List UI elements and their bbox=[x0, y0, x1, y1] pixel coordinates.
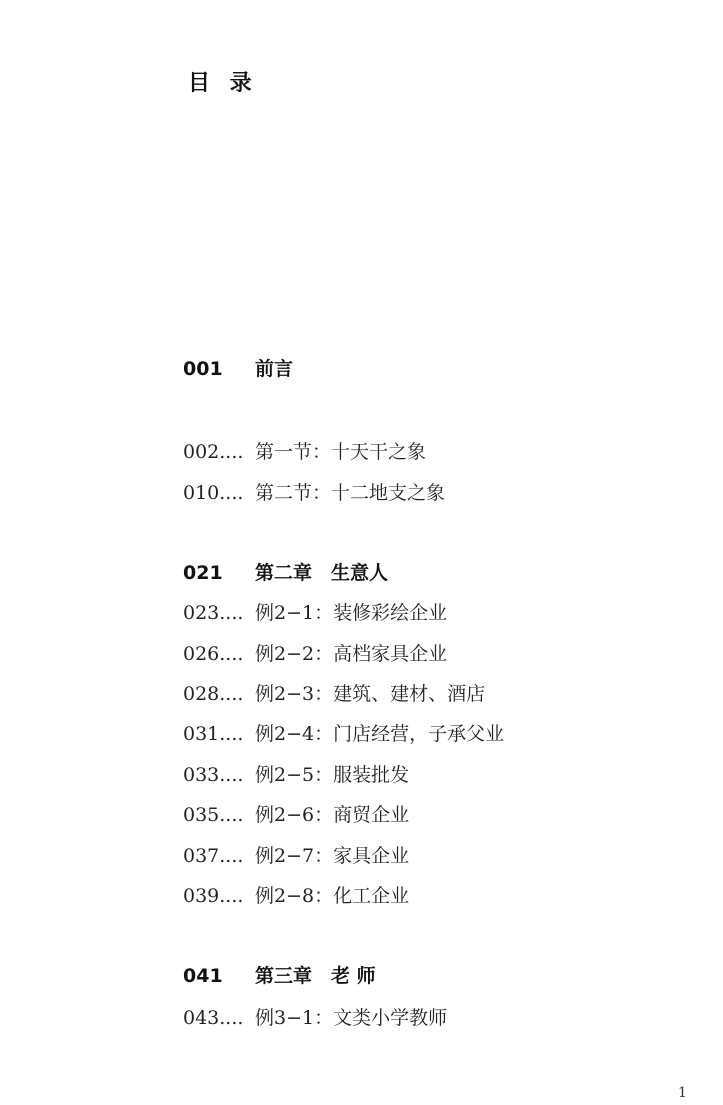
toc-page-number: 021 bbox=[183, 562, 223, 584]
toc-page-number: 023.... bbox=[183, 602, 244, 624]
toc-page-number: 028.... bbox=[183, 683, 244, 705]
toc-page-number: 002.... bbox=[183, 441, 244, 463]
toc-heading-text: 第三章 老 师 bbox=[255, 965, 376, 987]
toc-page-number: 041 bbox=[183, 965, 223, 987]
toc-entry-text: 例2−7：家具企业 bbox=[255, 845, 410, 867]
toc-heading-preface bbox=[183, 354, 293, 384]
toc-entry-text: 例2−8：化工企业 bbox=[255, 885, 410, 907]
toc-page-number: 035.... bbox=[183, 804, 244, 826]
toc-entry-text: 例2−2：高档家具企业 bbox=[255, 643, 448, 665]
toc-page-number: 001 bbox=[183, 358, 223, 380]
toc-entry bbox=[183, 1003, 447, 1033]
toc-entry-text: 例2−1：装修彩绘企业 bbox=[255, 602, 448, 624]
toc-page-number: 031.... bbox=[183, 723, 244, 745]
toc-entry-text: 例2−3：建筑、建材、酒店 bbox=[255, 683, 486, 705]
toc-heading-text: 第二章 生意人 bbox=[255, 562, 389, 584]
toc-entry bbox=[183, 598, 447, 628]
toc-entry-text: 例2−6：商贸企业 bbox=[255, 804, 410, 826]
toc-entry-text: 例2−4：门店经营，子承父业 bbox=[255, 723, 505, 745]
toc-page-number: 039.... bbox=[183, 885, 244, 907]
toc-entry bbox=[183, 800, 409, 830]
toc-entry bbox=[183, 478, 445, 508]
toc-title: 目 录 bbox=[188, 71, 258, 96]
toc-entry bbox=[183, 881, 409, 911]
toc-heading-chapter-2 bbox=[183, 558, 388, 588]
toc-entry-text: 例2−5：服装批发 bbox=[255, 764, 410, 786]
toc-page-number: 043.... bbox=[183, 1007, 244, 1029]
page-number: 1 bbox=[678, 1085, 687, 1101]
toc-entry bbox=[183, 437, 426, 467]
toc-page-number: 033.... bbox=[183, 764, 244, 786]
toc-entry-text: 例3−1：文类小学教师 bbox=[255, 1007, 448, 1029]
toc-heading-text: 前言 bbox=[255, 358, 294, 380]
toc-heading-chapter-3 bbox=[183, 961, 376, 991]
toc-entry-text: 第一节：十天干之象 bbox=[255, 441, 427, 463]
toc-entry bbox=[183, 679, 485, 709]
toc-page-number: 010.... bbox=[183, 482, 244, 504]
toc-entry-text: 第二节：十二地支之象 bbox=[255, 482, 446, 504]
toc-page-number: 026.... bbox=[183, 643, 244, 665]
toc-entry bbox=[183, 639, 447, 669]
toc-entry bbox=[183, 760, 409, 790]
toc-entry bbox=[183, 719, 504, 749]
toc-entry bbox=[183, 841, 409, 871]
toc-page-number: 037.... bbox=[183, 845, 244, 867]
